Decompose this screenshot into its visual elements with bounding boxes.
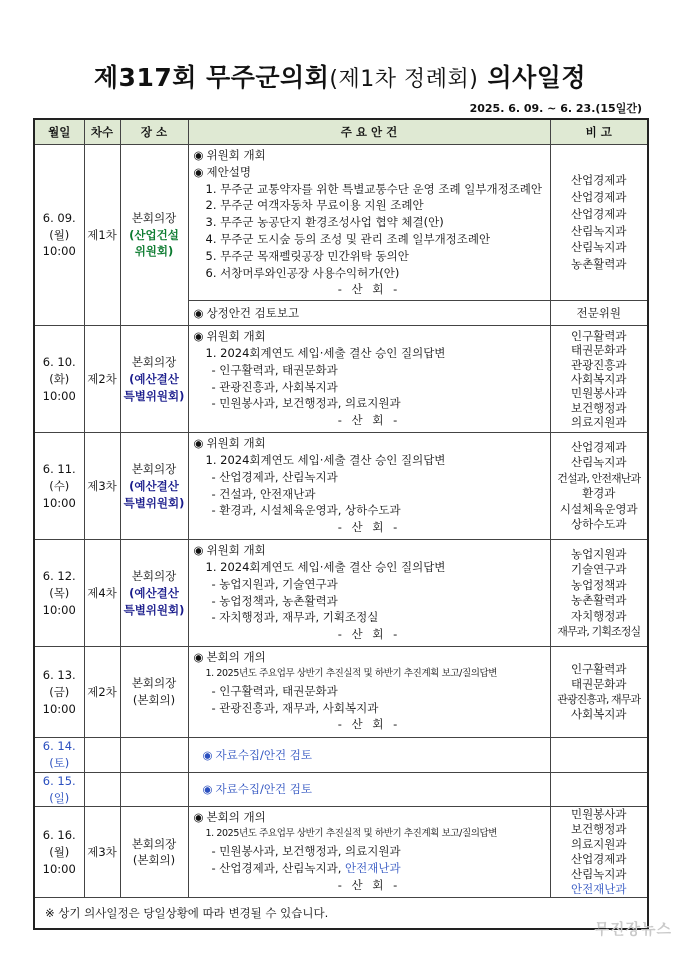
table-row bbox=[34, 647, 648, 738]
agenda-line: 5. 무주군 목재펠릿공장 민간위탁 동의안 bbox=[205, 248, 409, 263]
date-cell: 6. 12. (목) 10:00 bbox=[34, 540, 84, 647]
agenda-cell: ◉ 본회의 개의 1. 2025년도 주요업무 상반기 추진실적 및 하반기 추진계획 보고/질의답변 - 민원봉사과, 보건행정과, 의료지원과 - 산업경제과, 산림녹지과, 안전재난과 - 산 회 - bbox=[188, 807, 550, 898]
place-cell: 본회의장 (본회의) bbox=[120, 647, 188, 738]
session-cell bbox=[84, 738, 120, 773]
agenda-cell: ◉ 자료수집/안건 검토 bbox=[188, 772, 550, 807]
agenda-line: 2. 무주군 여객자동차 무료이용 지원 조례안 bbox=[205, 198, 424, 213]
radio-bullet-icon: ◉ bbox=[193, 810, 204, 825]
session-cell: 제1차 bbox=[84, 145, 120, 326]
session-cell: 제2차 bbox=[84, 647, 120, 738]
session-cell: 제2차 bbox=[84, 326, 120, 433]
remarks-cell: 민원봉사과 보건행정과 의료지원과 산업경제과 산림녹지과 안전재난과 bbox=[550, 807, 648, 898]
session-period: 2025. 6. 09. ~ 6. 23.(15일간) bbox=[469, 102, 642, 115]
radio-bullet-icon: ◉ bbox=[202, 782, 213, 797]
table-row bbox=[34, 738, 648, 773]
date-cell: 6. 11. (수) 10:00 bbox=[34, 433, 84, 540]
agenda-cell: ◉ 본회의 개의 1. 2025년도 주요업무 상반기 추진실적 및 하반기 추진계획 보고/질의답변 - 인구활력과, 태권문화과 - 관광진흥과, 재무과, 사회복지과 - 산 회 - bbox=[188, 647, 550, 738]
radio-bullet-icon: ◉ bbox=[193, 329, 204, 344]
radio-bullet-icon: ◉ bbox=[193, 543, 204, 558]
session-cell: 제3차 bbox=[84, 807, 120, 898]
remarks-cell: 인구활력과 태권문화과 관광진흥과, 재무과 사회복지과 bbox=[550, 647, 648, 738]
remarks-cell bbox=[550, 772, 648, 807]
agenda-line: 6. 서창머루와인공장 사용수익허가(안) bbox=[205, 265, 400, 280]
place-cell bbox=[120, 738, 188, 773]
table-row bbox=[34, 433, 648, 540]
header-remarks: 비 고 bbox=[550, 119, 648, 145]
agenda-line: ◉ 위원회 개회 bbox=[193, 148, 266, 162]
header-session: 차수 bbox=[84, 119, 120, 145]
table-row bbox=[34, 540, 648, 647]
radio-bullet-icon: ◉ bbox=[202, 747, 213, 762]
remarks-cell: 농업지원과 기술연구과 농업정책과 농촌활력과 자치행정과 재무과, 기획조정실 bbox=[550, 540, 648, 647]
date-cell: 6. 15. (일) bbox=[34, 772, 84, 807]
session-cell: 제4차 bbox=[84, 540, 120, 647]
place-cell: 본회의장 (예산결산 특별위원회) bbox=[120, 326, 188, 433]
agenda-cell bbox=[188, 145, 550, 301]
agenda-cell: ◉ 자료수집/안건 검토 bbox=[188, 738, 550, 773]
agenda-line: 3. 무주군 농공단지 환경조성사업 협약 체결(안) bbox=[205, 215, 444, 230]
schedule-table bbox=[33, 118, 649, 930]
adjourn-line: - 산 회 - bbox=[337, 282, 401, 297]
agenda-line: 4. 무주군 도시숲 등의 조성 및 관리 조례 일부개정조례안 bbox=[205, 231, 491, 246]
table-row bbox=[34, 807, 648, 898]
place-cell: 본회의장 (예산결산 특별위원회) bbox=[120, 540, 188, 647]
place-cell: 본회의장 (본회의) bbox=[120, 807, 188, 898]
header-place: 장 소 bbox=[120, 119, 188, 145]
table-row bbox=[34, 772, 648, 807]
page-title: 제317회 무주군의회(제1차 정례회) 의사일정 bbox=[93, 63, 587, 92]
agenda-cell: ◉ 위원회 개회 1. 2024회계연도 세입·세출 결산 승인 질의답변 - 산업경제과, 산림녹지과 - 건설과, 안전재난과 - 환경과, 시설체육운영과, 상하수도과 - 산 회 - bbox=[188, 433, 550, 540]
footer-note: ※ 상기 의사일정은 당일상황에 따라 변경될 수 있습니다. bbox=[34, 898, 648, 930]
place-cell: 본회의장 (예산결산 특별위원회) bbox=[120, 433, 188, 540]
agenda-cell: ◉ 상정안건 검토보고 bbox=[188, 301, 550, 326]
agenda-cell: ◉ 위원회 개회 1. 2024회계연도 세입·세출 결산 승인 질의답변 - 인구활력과, 태권문화과 - 관광진흥과, 사회복지과 - 민원봉사과, 보건행정과, 의료지원과 - 산 회 - bbox=[188, 326, 550, 433]
table-row bbox=[34, 145, 648, 301]
remarks-cell: 인구활력과 태권문화과 관광진흥과 사회복지과 민원봉사과 보건행정과 의료지원과 bbox=[550, 326, 648, 433]
date-cell: 6. 13. (금) 10:00 bbox=[34, 647, 84, 738]
place-cell: 본회의장 (산업건설 위원회) bbox=[120, 145, 188, 326]
radio-bullet-icon: ◉ bbox=[193, 305, 204, 320]
radio-bullet-icon: ◉ bbox=[193, 164, 204, 179]
radio-bullet-icon: ◉ bbox=[193, 436, 204, 451]
table-row bbox=[34, 326, 648, 433]
session-cell: 제3차 bbox=[84, 433, 120, 540]
session-cell bbox=[84, 772, 120, 807]
radio-bullet-icon: ◉ bbox=[193, 650, 204, 665]
agenda-line: 1. 무주군 교통약자를 위한 특별교통수단 운영 조례 일부개정조례안 bbox=[205, 181, 543, 196]
footer-row bbox=[34, 898, 648, 930]
header-date: 월일 bbox=[34, 119, 84, 145]
radio-bullet-icon: ◉ bbox=[193, 148, 204, 162]
date-cell: 6. 16. (월) 10:00 bbox=[34, 807, 84, 898]
agenda-line: ◉ 제안설명 bbox=[193, 164, 251, 179]
date-cell: 6. 10. (화) 10:00 bbox=[34, 326, 84, 433]
watermark: 무진장뉴스 bbox=[594, 920, 672, 938]
header-agenda: 주 요 안 건 bbox=[188, 119, 550, 145]
remarks-cell: 산업경제과 산림녹지과 건설과, 안전재난과 환경과 시설체육운영과 상하수도과 bbox=[550, 433, 648, 540]
place-cell bbox=[120, 772, 188, 807]
date-cell: 6. 09. (월) 10:00 bbox=[34, 145, 84, 326]
header-row bbox=[34, 119, 648, 145]
remarks-cell bbox=[550, 738, 648, 773]
date-cell: 6. 14. (토) bbox=[34, 738, 84, 773]
remarks-cell: 산업경제과 산업경제과 산업경제과 산림녹지과 산림녹지과 농촌활력과 bbox=[550, 145, 648, 301]
remarks-cell: 전문위원 bbox=[550, 301, 648, 326]
agenda-cell: ◉ 위원회 개회 1. 2024회계연도 세입·세출 결산 승인 질의답변 - 농업지원과, 기술연구과 - 농업정책과, 농촌활력과 - 자치행정과, 재무과, 기획조정실 - 산 회 - bbox=[188, 540, 550, 647]
